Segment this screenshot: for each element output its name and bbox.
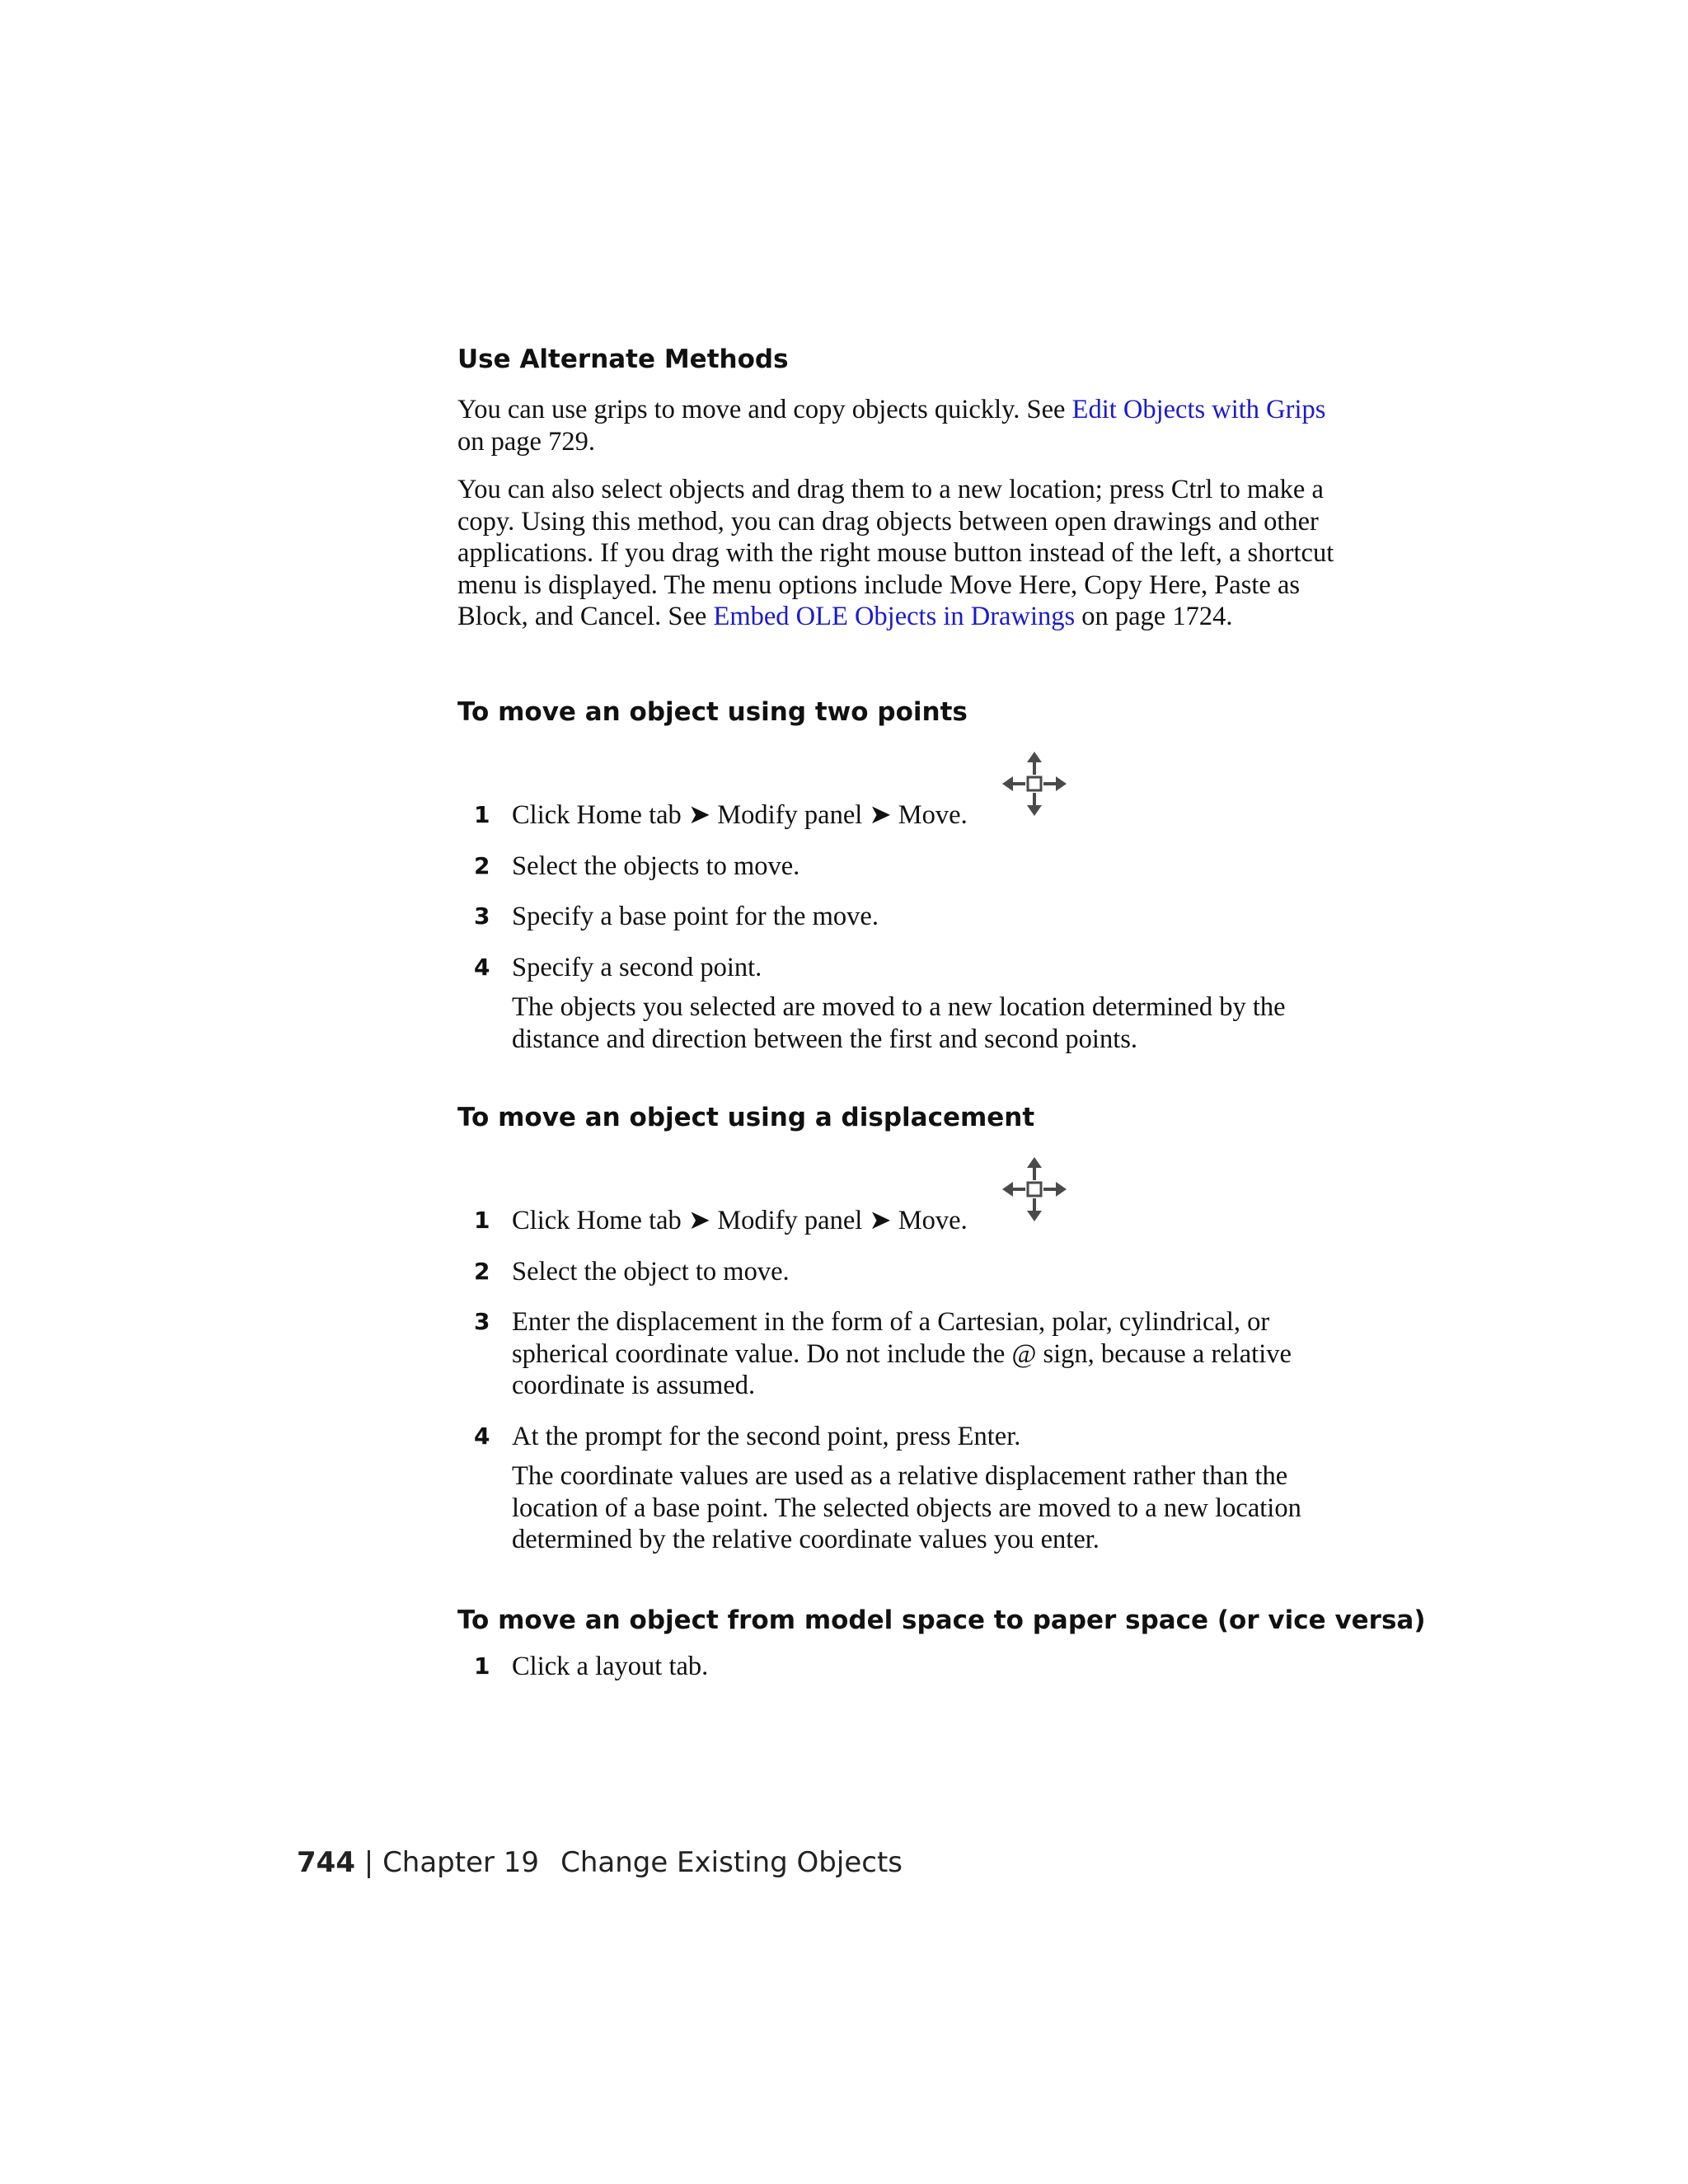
procedure-heading-model-paper: To move an object from model space to paper space (or vice versa) <box>457 1605 1426 1635</box>
paragraph-drag-objects: You can also select objects and drag them to a new location; press Ctrl to make a copy. Using this method, you can drag objects between open drawings and other applications. If you drag with the right mouse button instead of the left, a shortcut menu is displayed. The menu options include Move Here, Copy Here, Paste as Block, and Cancel. See Embed OLE Objects in Drawings on page 1724. <box>457 475 1334 631</box>
link-embed-ole-objects[interactable]: Embed OLE Objects in Drawings <box>713 602 1076 631</box>
step-note-two-points: The objects you selected are moved to a new location determined by the distance and direction between the first and second points. <box>512 992 1286 1054</box>
list-item: 2 Select the objects to move. <box>474 851 800 881</box>
list-item: 1 Click a layout tab. <box>474 1652 709 1681</box>
list-item: 4 At the prompt for the second point, press Enter. <box>474 1422 1021 1451</box>
list-item: 3 Enter the displacement in the form of a Cartesian, polar, cylindrical, or spherical coordinate value. Do not include the @ sign, because a relative coordinate is assumed. <box>474 1307 1292 1400</box>
list-item: 1 Click Home tab ➤ Modify panel ➤ Move. <box>474 1206 968 1235</box>
paragraph-grips: You can use grips to move and copy objects quickly. See Edit Objects with Grips on page 729. <box>457 395 1326 457</box>
list-item: 2 Select the object to move. <box>474 1257 790 1286</box>
chapter-title: Change Existing Objects <box>560 1846 903 1879</box>
move-icon <box>997 747 1071 821</box>
move-icon <box>997 1152 1071 1226</box>
link-edit-objects-with-grips[interactable]: Edit Objects with Grips <box>1071 395 1326 424</box>
list-item: 3 Specify a base point for the move. <box>474 902 879 931</box>
step-note-displacement: The coordinate values are used as a relative displacement rather than the location of a base point. The selected objects are moved to a new location determined by the relative coordinate values you enter. <box>512 1461 1301 1554</box>
list-item: 4 Specify a second point. <box>474 953 762 982</box>
section-heading-alternate-methods: Use Alternate Methods <box>457 344 789 374</box>
page-footer: 744 | Chapter 19 Change Existing Objects <box>297 1846 903 1879</box>
list-item: 1 Click Home tab ➤ Modify panel ➤ Move. <box>474 800 968 830</box>
procedure-heading-two-points: To move an object using two points <box>457 697 968 727</box>
procedure-heading-displacement: To move an object using a displacement <box>457 1103 1035 1132</box>
page-number: 744 <box>297 1846 355 1879</box>
chapter-label: Chapter 19 <box>382 1846 540 1879</box>
